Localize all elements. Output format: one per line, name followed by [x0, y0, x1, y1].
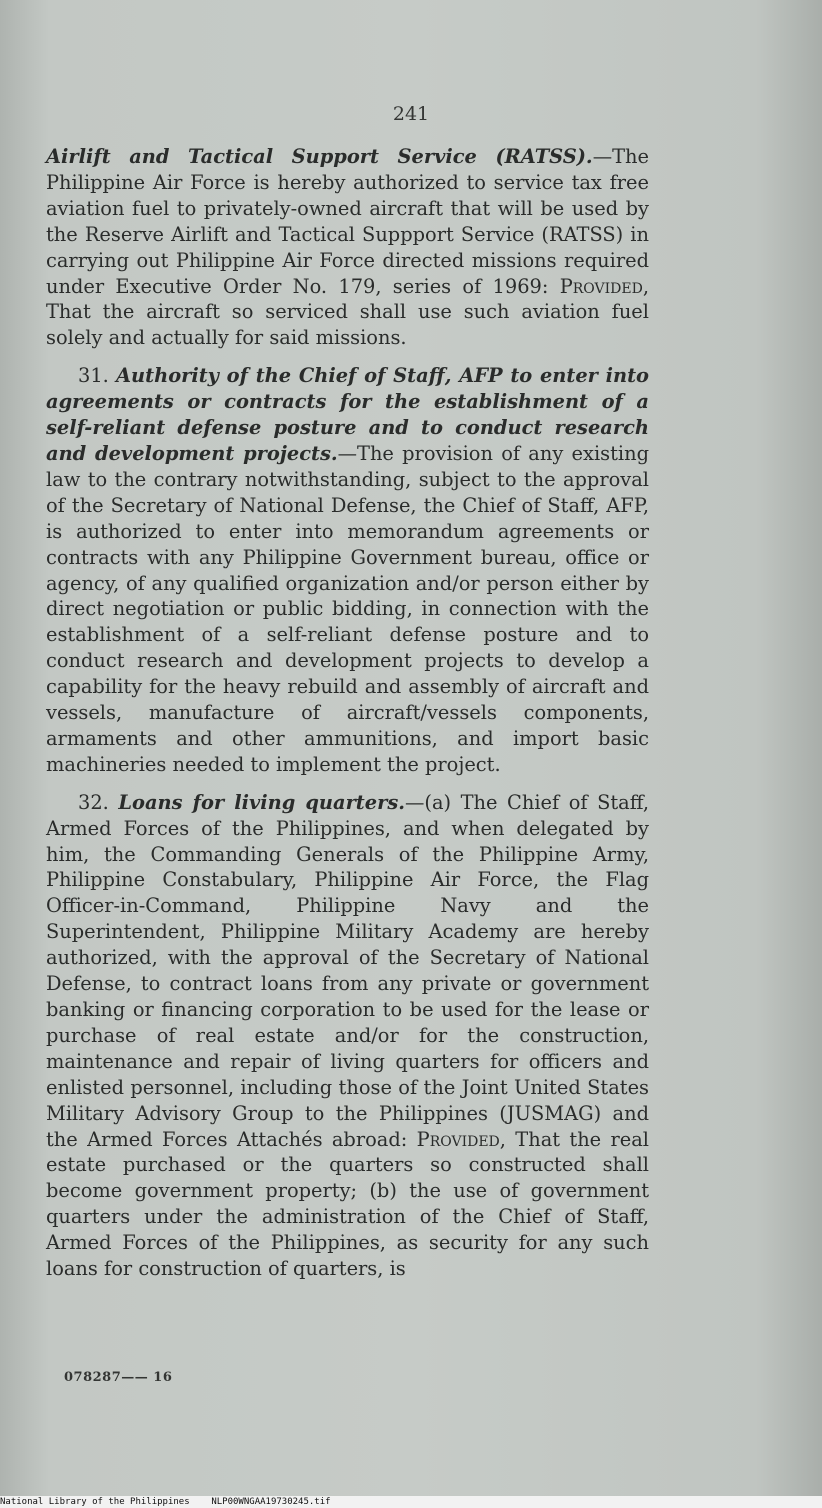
section-heading: Authority of the Chief of Staff, AFP to enter into agreements or contracts for the establishment of a self-reliant defense posture and to conduct research and development projects. [46, 364, 649, 465]
paragraph-section-31 [46, 363, 649, 778]
section-body-continued: , That the aircraft so serviced shall use such aviation fuel solely and actually for said missions. [46, 274, 649, 350]
section-body: —(a) The Chief of Staff, Armed Forces of the Philippines, and when delegated by him, the Commanding Generals of the Philippine Army, Philippine Constabulary, Philippine Air Force, the Flag Officer-in-Command, Philippine Navy and the Superintendent, Philippine Military Academy are hereby authorized, with the approval of the Secretary of National Defense, to contract loans from any private or government banking or financing corporation to be used for the lease or purchase of real estate and/or for the construction, maintenance and repair of living quarters for officers and enlisted personnel, including those of the Joint United States Military Advisory Group to the Philippines (JUSMAG) and the Armed Forces Attachés abroad: [46, 790, 649, 1151]
scan-caption-bar [0, 1496, 822, 1508]
section-body-continued: , That the real estate purchased or the quarters so constructed shall become government property; (b) the use of government quarters under the administration of the Chief of Staff, Armed Forces of the Philippines, as security for any such loans for construction of quarters, is [46, 1127, 650, 1281]
paragraph-ratss [46, 144, 649, 351]
footer-print-code: 078287—— 16 [64, 1370, 173, 1385]
section-body: —The Philippine Air Force is hereby authorized to service tax free aviation fuel to privately-owned aircraft that will be used by the Reserve Airlift and Tactical Suppport Service (RATSS) in carrying out Philippine Air Force directed missions required under Executive Order No. 179, series of 1969: [46, 145, 649, 298]
section-heading: Airlift and Tactical Support Service (RATSS). [46, 145, 593, 168]
section-body: —The provision of any existing law to the contrary notwithstanding, subject to the approval of the Secretary of National Defense, the Chief of Staff, AFP, is authorized to enter into memorandum agreements or contracts with any Philippine Government bureau, office or agency, of any qualified organization and/or person either by direct negotiation or public bidding, in connection with the establishment of a self-reliant defense posture and to conduct research and development projects to develop a capability for the heavy rebuild and assembly of aircraft and vessels, manufacture of aircraft/vessels components, armaments and other ammunitions, and import basic machineries needed to implement the project. [46, 441, 649, 776]
page-number: 241 [392, 103, 430, 125]
provided-keyword: Provided [416, 1127, 500, 1151]
provided-keyword: Provided [559, 274, 643, 298]
paragraph-section-32 [46, 790, 649, 1282]
section-number: 32. [78, 790, 109, 814]
document-body [46, 144, 649, 1294]
library-name: National Library of the Philippines [0, 1497, 190, 1507]
section-number: 31. [78, 364, 109, 388]
scan-filename: NLP00WNGAA19730245.tif [211, 1497, 331, 1507]
section-heading: Loans for living quarters. [118, 790, 405, 814]
